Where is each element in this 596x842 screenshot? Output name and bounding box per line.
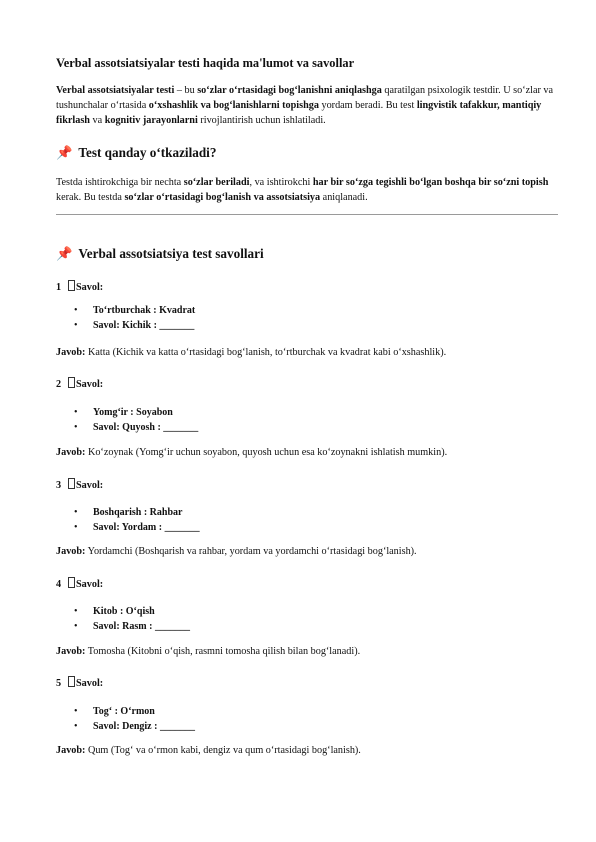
section-heading-text: Test qanday o‘tkaziladi? xyxy=(78,145,217,160)
missing-glyph-icon xyxy=(68,280,75,291)
question-number: 2 xyxy=(56,379,62,390)
question-prompt: • Savol: Kichik : _______ xyxy=(74,318,195,333)
intro-term: Verbal assotsiatsiyalar testi xyxy=(56,85,175,96)
intro-emphasis-4: kognitiv jarayonlarni xyxy=(104,115,198,126)
question-label: Savol: xyxy=(76,379,104,390)
how-text-1: Testda ishtirokchiga bir nechta xyxy=(56,177,184,188)
answer-label: Javob: xyxy=(56,745,86,756)
answer-label: Javob: xyxy=(56,646,86,657)
question-prompt: • Savol: Yordam : _______ xyxy=(74,520,200,535)
answer-text: Qum (Tog‘ va o‘rmon kabi, dengiz va qum o‘rtasidagi bog‘lanish). xyxy=(85,745,361,756)
question-number: 4 xyxy=(56,579,62,590)
question-label: Savol: xyxy=(76,282,104,293)
missing-glyph-icon xyxy=(68,676,75,687)
question-label: Savol: xyxy=(76,678,104,689)
how-emphasis-2: har bir so‘zga tegishli bo‘lgan boshqa bir so‘zni topish xyxy=(312,177,549,188)
question-heading xyxy=(56,478,103,491)
answer-text: Ko‘zoynak (Yomg‘ir uchun soyabon, quyosh uchun esa ko‘zoynakni ishlatish mumkin). xyxy=(85,447,448,458)
intro-text-3: yordam beradi. Bu test xyxy=(318,100,417,111)
question-number: 3 xyxy=(56,480,62,491)
question-heading xyxy=(56,377,103,390)
missing-glyph-icon xyxy=(68,478,75,489)
question-heading xyxy=(56,577,103,590)
intro-text-5: rivojlantirish uchun ishlatiladi. xyxy=(197,115,326,126)
missing-glyph-icon xyxy=(68,377,75,388)
how-text-3: kerak. Bu testda xyxy=(56,192,125,203)
answer-text: Katta (Kichik va katta o‘rtasidagi bog‘lanish, to‘rtburchak va kvadrat kabi o‘xshashlik). xyxy=(85,347,447,358)
question-label: Savol: xyxy=(76,480,104,491)
question-prompt: • Savol: Quyosh : _______ xyxy=(74,420,198,435)
question-prompt: • Savol: Dengiz : _______ xyxy=(74,719,195,734)
word-pair: • Boshqarish : Rahbar xyxy=(74,505,200,520)
question-label: Savol: xyxy=(76,579,104,590)
question-heading xyxy=(56,676,103,689)
question-items xyxy=(74,604,190,634)
answer-label: Javob: xyxy=(56,347,86,358)
section-heading-text: Verbal assotsiatsiya test savollari xyxy=(78,246,264,261)
intro-text-1: – bu xyxy=(174,85,198,96)
intro-emphasis-2: o‘xshashlik va bog‘lanishlarni topishga xyxy=(148,100,319,111)
question-items xyxy=(74,704,195,734)
question-number: 1 xyxy=(56,282,62,293)
answer-label: Javob: xyxy=(56,546,86,557)
question-prompt: • Savol: Rasm : _______ xyxy=(74,619,190,634)
pushpin-icon: 📌 xyxy=(56,246,73,261)
section-heading-questions xyxy=(56,246,264,262)
intro-emphasis-3: lingvistik tafakkur, mantiqiy fikrlash xyxy=(56,100,542,126)
document-title: Verbal assotsiatsiyalar testi haqida ma'lumot va savollar xyxy=(56,56,355,70)
question-heading xyxy=(56,280,103,293)
intro-emphasis-1: so‘zlar o‘rtasidagi bog‘lanishni aniqlashga xyxy=(197,85,382,96)
intro-text-2: qaratilgan psixologik testdir. U so‘zlar va tushunchalar o‘rtasida xyxy=(56,85,554,111)
how-paragraph xyxy=(56,175,558,205)
word-pair: • Yomg‘ir : Soyabon xyxy=(74,405,198,420)
question-items xyxy=(74,405,198,435)
answer-line xyxy=(56,546,417,557)
section-heading-how xyxy=(56,145,216,161)
missing-glyph-icon xyxy=(68,577,75,588)
answer-text: Tomosha (Kitobni o‘qish, rasmni tomosha qilish bilan bog‘lanadi). xyxy=(85,646,361,657)
answer-line xyxy=(56,447,447,458)
question-number: 5 xyxy=(56,678,62,689)
answer-label: Javob: xyxy=(56,447,86,458)
how-emphasis-1: so‘zlar beriladi xyxy=(183,177,250,188)
how-text-2: , va ishtirokchi xyxy=(249,177,313,188)
answer-line xyxy=(56,745,361,756)
intro-text-4: va xyxy=(89,115,105,126)
how-text-4: aniqlanadi. xyxy=(320,192,368,203)
intro-paragraph xyxy=(56,83,558,128)
question-items xyxy=(74,505,200,535)
answer-text: Yordamchi (Boshqarish va rahbar, yordam va yordamchi o‘rtasidagi bog‘lanish). xyxy=(85,546,417,557)
pushpin-icon: 📌 xyxy=(56,145,73,160)
horizontal-divider xyxy=(56,214,558,215)
word-pair: • To‘rtburchak : Kvadrat xyxy=(74,303,195,318)
answer-line xyxy=(56,347,446,358)
question-items xyxy=(74,303,195,333)
word-pair: • Kitob : O‘qish xyxy=(74,604,190,619)
answer-line xyxy=(56,646,360,657)
word-pair: • Tog‘ : O‘rmon xyxy=(74,704,195,719)
how-emphasis-3: so‘zlar o‘rtasidagi bog‘lanish va assotsiatsiya xyxy=(124,192,321,203)
